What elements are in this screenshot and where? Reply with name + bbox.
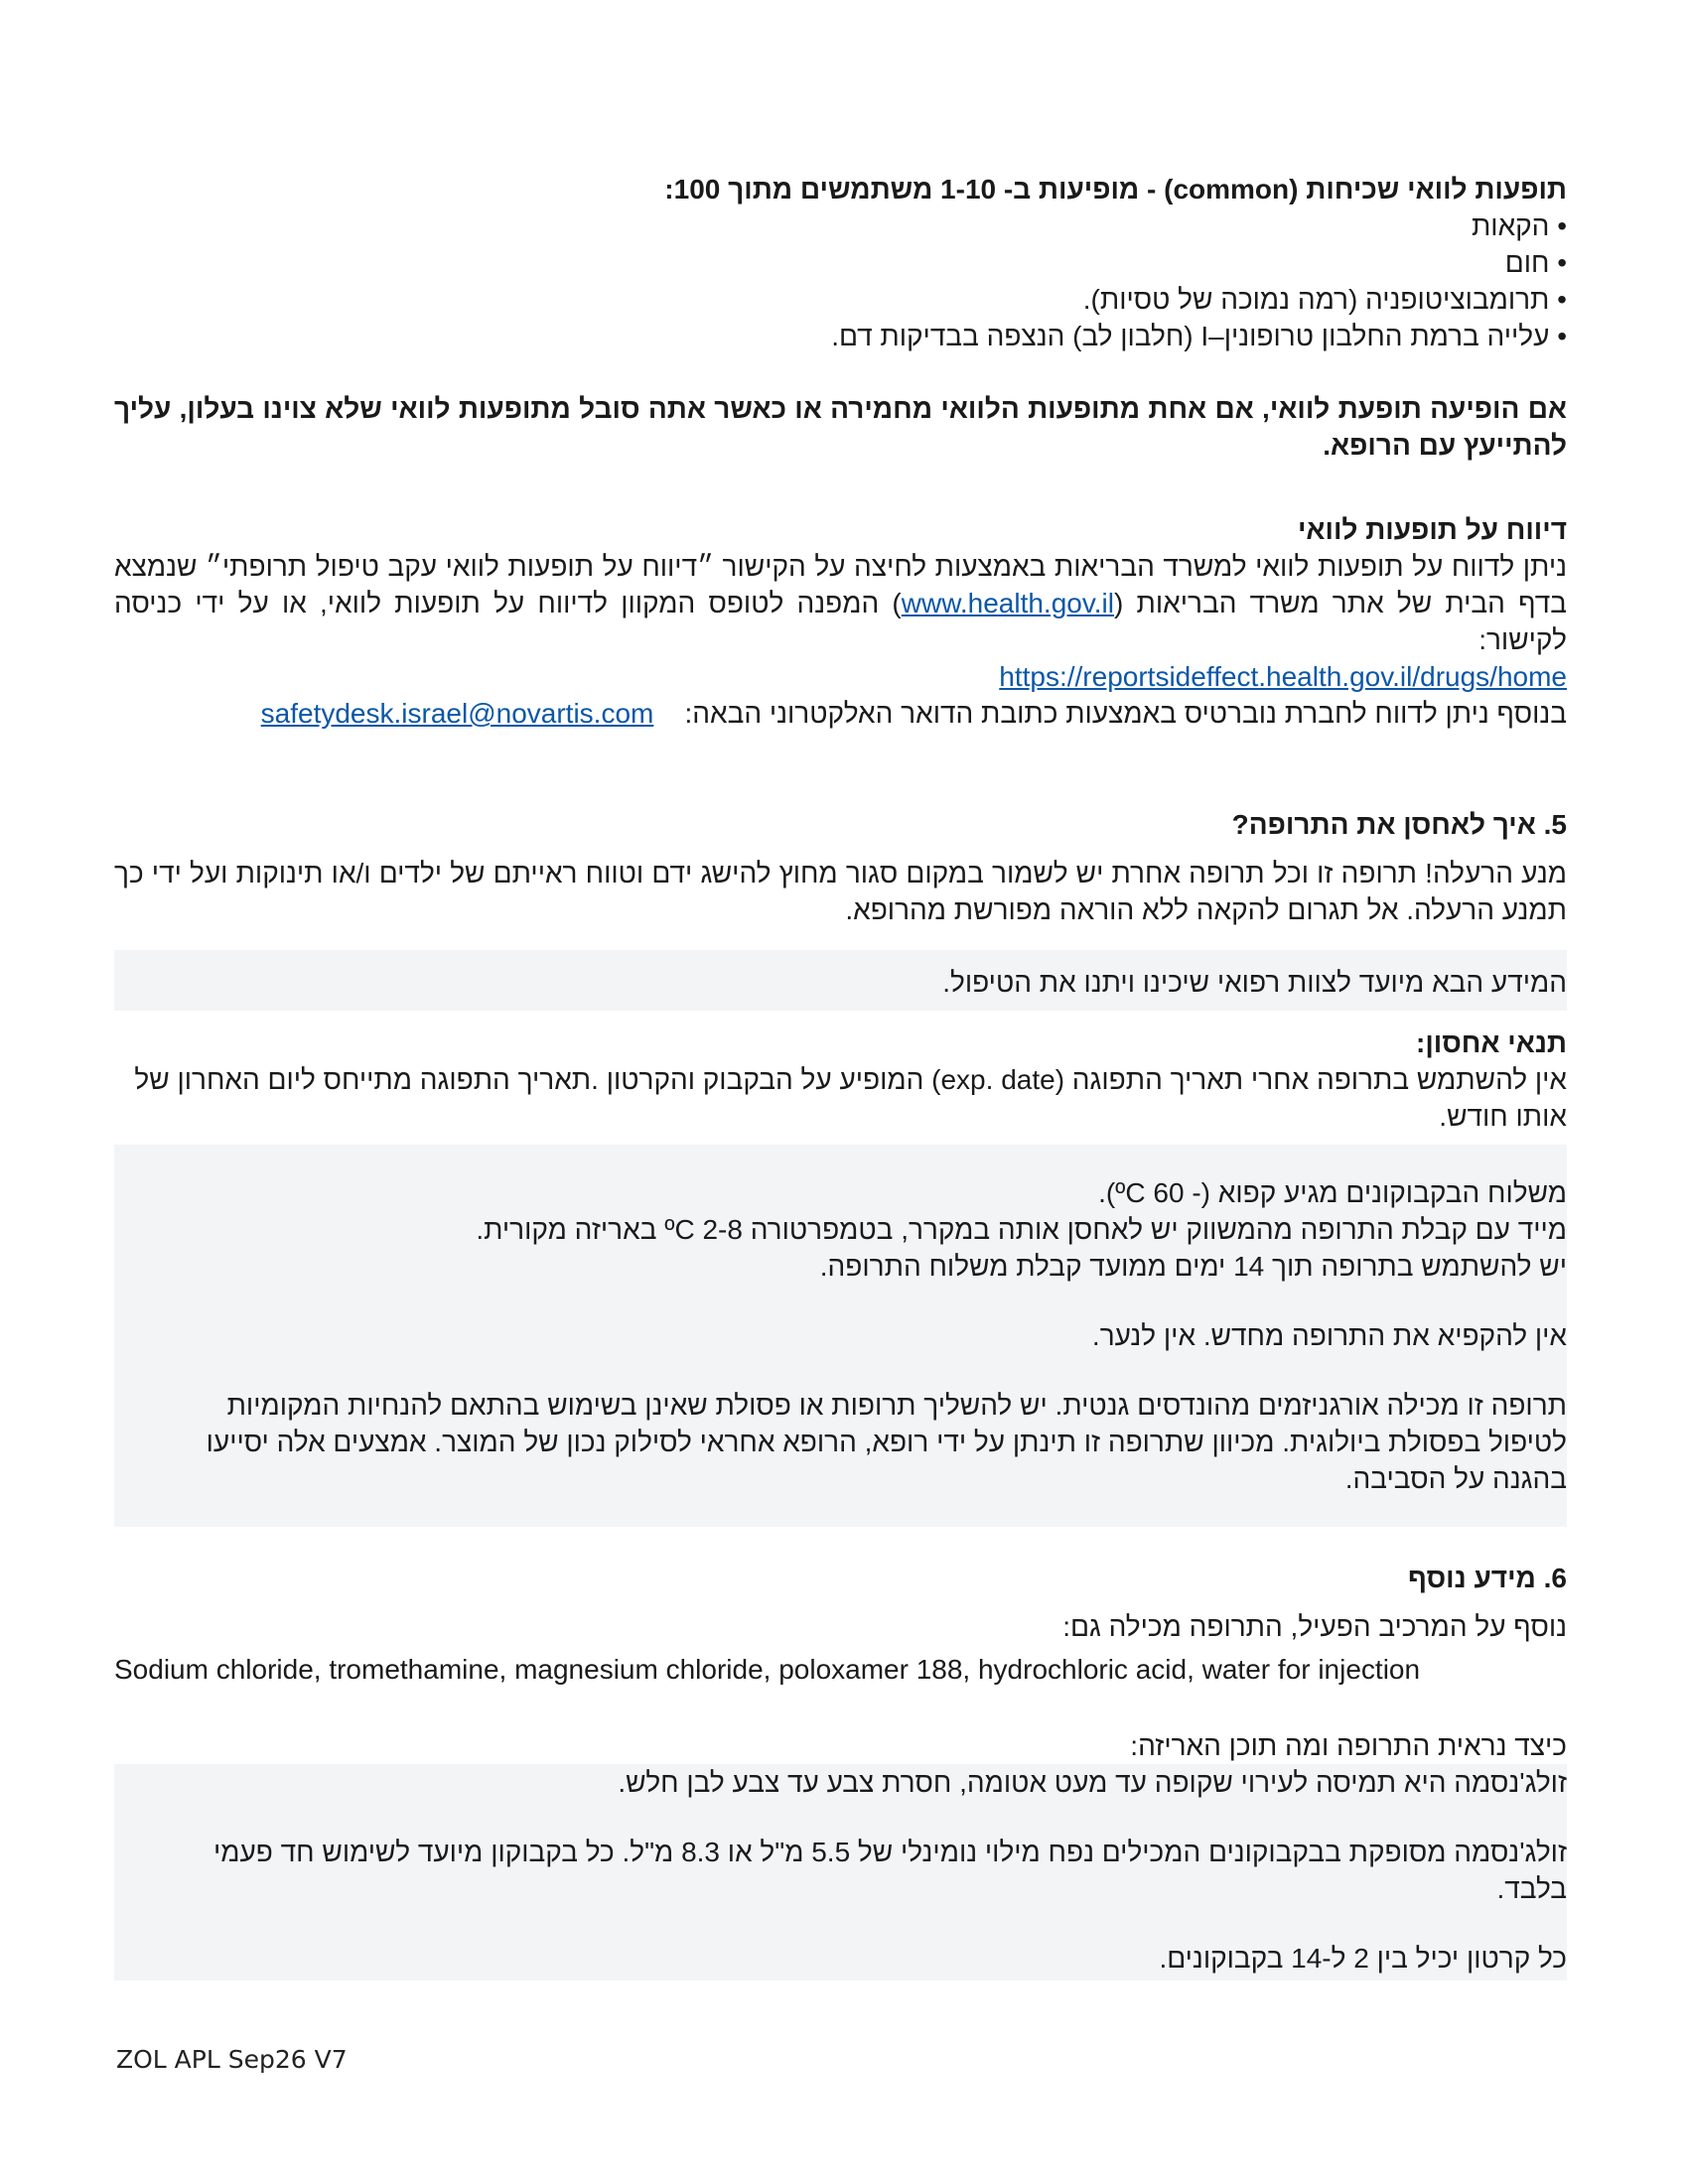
reporting-paragraph [114,548,1567,658]
reporting-text-b: ) המפנה לטופס המקוון לדיווח על תופעות לוואי, או על ידי כניסה לקישור: [114,588,1567,655]
health-gov-link[interactable]: www.health.gov.il [901,588,1115,618]
medical-team-note: המידע הבא מיועד לצוות רפואי שיכינו ויתנו את הטיפול. [942,967,1567,998]
novartis-report-line [114,695,1567,732]
document-page [114,159,1567,1980]
solution-description: זולג'נסמה היא תמיסה לעירוי שקופה עד מעט אטומה, חסרת צבע עד צבע לבן חלש. [618,1767,1567,1798]
reporting-text-a: ניתן לדווח על תופעות לוואי למשרד הבריאות באמצעות לחיצה על הקישור ״דיווח על תופעות לוואי עקב טיפול תרופתי״ שנמצא בדף הבית של אתר משרד הבריאות ( [114,551,1567,618]
report-link-line [114,658,1567,695]
consult-doctor-warning: אם הופיעה תופעת לוואי, אם אחת מתופעות הלוואי מחמירה או כאשר אתה סובל מתופעות לוואי שלא צוינו בעלון, עליך להתייעץ עם הרופא. [114,393,1567,461]
prevent-poisoning-text: מנע הרעלה! תרופה זו וכל תרופה אחרת יש לשמור במקום סגור מחוץ להישג ידם וטווח ראייתם של ילדים ו/או תינוקות ועל ידי כך תמנע הרעלה. אל תגרום להקאה ללא הוראה מפורשת מהרופא. [114,858,1567,925]
report-side-effect-link[interactable]: https://reportsideffect.health.gov.il/drugs/home [999,661,1567,692]
contains-text: נוסף על המרכיב הפעיל, התרופה מכילה גם: [1062,1611,1567,1642]
document-footer: ZOL APL Sep26 V7 [116,2045,348,2074]
vials-description: זולג'נסמה מסופקת בבקבוקונים המכילים נפח מילוי נומינלי של 5.5 מ"ל או 8.3 מ"ל. כל בקבוקון מיועד לשימוש חד פעמי בלבד. [212,1837,1567,1904]
carton-description: כל קרטון יכיל בין 2 ל-14 בקבוקונים. [1159,1943,1567,1974]
package-block [114,1764,1567,1980]
side-effect-item: • עלייה ברמת החלבון טרופונין–I (חלבון לב) הנצפה בבדיקות דם. [831,321,1567,351]
expiry-text: אין להשתמש בתרופה אחרי תאריך התפוגה (exp. date) המופיע על הבקבוק והקרטון .תאריך התפוגה מתייחס ליום האחרון של אותו חודש. [134,1064,1567,1132]
medical-info-block [114,950,1567,1011]
gmo-disposal-text: תרופה זו מכילה אורגניזמים מהונדסים גנטית. יש להשליך תרופות או פסולת שאינן בשימוש בהתאם להנחיות המקומיות לטיפול בפסולת ביולוגית. מכיוון שתרופה זו תינתן על ידי רופא, הרופא אחראי לסילוק נכון של המוצר. אמצעים אלה יסייעו בהגנה על הסביבה. [206,1390,1567,1494]
refreeze-text: אין להקפיא את התרופה מחדש. אין לנער. [1091,1320,1567,1351]
fridge-text: מייד עם קבלת התרופה מהמשווק יש לאחסן אותה במקרר, בטמפרטורה 2-8 ºC באריזה מקורית. [476,1214,1567,1245]
storage-conditions-heading: תנאי אחסון: [1416,1027,1567,1058]
side-effect-item: • חום [1504,247,1567,278]
side-effect-item: • הקאות [1471,210,1567,241]
safety-email-link[interactable]: safetydesk.israel@novartis.com [260,698,654,729]
reporting-heading: דיווח על תופעות לוואי [1297,514,1567,545]
excipients-list: Sodium chloride, tromethamine, magnesium chloride, poloxamer 188, hydrochloric acid, water for injection [114,1654,1421,1685]
side-effects-heading: תופעות לוואי שכיחות (common) - מופיעות ב- 1-10 משתמשים מתוך 100: [664,174,1567,205]
more-info-heading: 6. מידע נוסף [1408,1563,1567,1593]
shipping-text: משלוח הבקבוקונים מגיע קפוא (- 60 ºC). [1098,1177,1567,1208]
side-effect-item: • תרומבוציטופניה (רמה נמוכה של טסיות). [1082,284,1567,315]
storage-heading: 5. איך לאחסן את התרופה? [1231,809,1567,840]
use-within-text: יש להשתמש בתרופה תוך 14 ימים ממועד קבלת משלוח התרופה. [819,1251,1567,1282]
storage-details-block [114,1145,1567,1527]
package-heading: כיצד נראית התרופה ומה תוכן האריזה: [1130,1730,1567,1761]
novartis-report-text: בנוסף ניתן לדווח לחברת נוברטיס באמצעות כתובת הדואר האלקטרוני הבאה: [684,698,1567,729]
